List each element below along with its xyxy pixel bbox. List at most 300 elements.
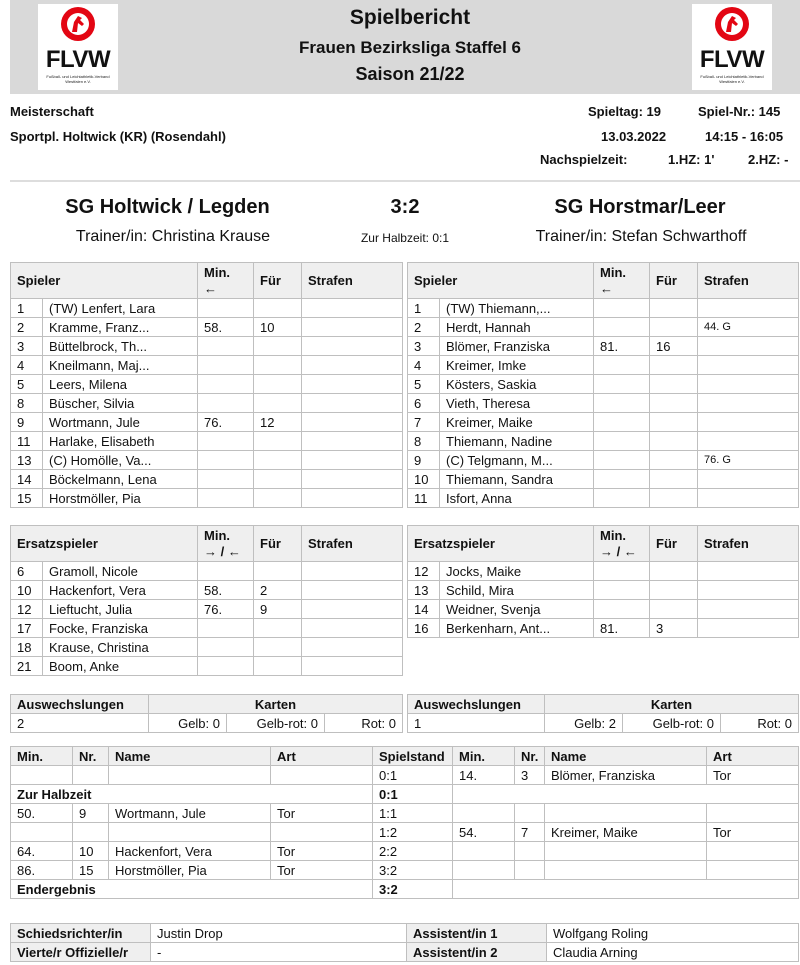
col-ersatzspieler: Ersatzspieler xyxy=(11,526,198,562)
goal-row xyxy=(11,842,799,861)
replaced-number xyxy=(254,619,302,638)
replaced-number xyxy=(254,432,302,451)
away-team: SG Horstmar/Leer xyxy=(554,196,726,218)
penalty xyxy=(302,657,403,676)
player-number: 10 xyxy=(408,470,440,489)
sub-minute: 58. xyxy=(198,581,254,600)
penalty xyxy=(698,600,799,619)
replaced-number: 12 xyxy=(254,413,302,432)
sub-minute xyxy=(594,394,650,413)
penalty xyxy=(698,432,799,451)
col-name: Name xyxy=(109,747,271,766)
player-number: 6 xyxy=(408,394,440,413)
player-number: 5 xyxy=(408,375,440,394)
player-row xyxy=(11,337,403,356)
player-row xyxy=(11,562,403,581)
col-min: Min. xyxy=(453,747,515,766)
logo-brand: FLVW xyxy=(45,46,111,73)
penalty xyxy=(302,619,403,638)
penalty xyxy=(302,337,403,356)
away-goal-number: 7 xyxy=(515,823,545,842)
player-number: 12 xyxy=(11,600,43,619)
player-row xyxy=(11,600,403,619)
replaced-number xyxy=(650,489,698,508)
player-name: Thiemann, Sandra xyxy=(440,470,594,489)
col-name: Name xyxy=(545,747,707,766)
fourth-official-label: Vierte/r Offizielle/r xyxy=(11,943,151,962)
fourth-official-name: - xyxy=(151,943,407,962)
home-goal-type: Tor xyxy=(271,804,373,823)
flvw-logo xyxy=(692,4,772,90)
player-name: Leers, Milena xyxy=(43,375,198,394)
player-row xyxy=(408,581,799,600)
penalty xyxy=(302,600,403,619)
player-row xyxy=(11,394,403,413)
player-number: 14 xyxy=(408,600,440,619)
away-goal-type xyxy=(707,804,799,823)
player-number: 4 xyxy=(408,356,440,375)
player-row xyxy=(11,318,403,337)
home-goal-type xyxy=(271,766,373,785)
halftime1-extra: 1.HZ: 1' xyxy=(668,152,715,167)
goal-row xyxy=(11,804,799,823)
league-name: Frauen Bezirksliga Staffel 6 xyxy=(298,38,522,57)
sub-minute xyxy=(594,489,650,508)
replaced-number xyxy=(650,356,698,375)
col-nr: Nr. xyxy=(515,747,545,766)
replaced-number: 9 xyxy=(254,600,302,619)
penalty xyxy=(302,489,403,508)
player-row xyxy=(11,638,403,657)
player-row xyxy=(11,451,403,470)
player-name: Berkenharn, Ant... xyxy=(440,619,594,638)
penalty xyxy=(698,356,799,375)
player-name: Focke, Franziska xyxy=(43,619,198,638)
home-subs-table xyxy=(10,525,403,676)
away-goal-type xyxy=(707,861,799,880)
sub-minute xyxy=(198,619,254,638)
replaced-number: 16 xyxy=(650,337,698,356)
goal-row xyxy=(11,861,799,880)
home-goal-scorer xyxy=(109,766,271,785)
player-number: 13 xyxy=(408,581,440,600)
player-row xyxy=(408,394,799,413)
player-row xyxy=(11,470,403,489)
home-goal-scorer xyxy=(109,823,271,842)
sub-minute: 81. xyxy=(594,337,650,356)
season: Saison 21/22 xyxy=(355,64,465,84)
replaced-number xyxy=(650,562,698,581)
col-art: Art xyxy=(271,747,373,766)
away-goal-type: Tor xyxy=(707,823,799,842)
player-number: 8 xyxy=(11,394,43,413)
sub-minute xyxy=(198,375,254,394)
penalty xyxy=(302,451,403,470)
sub-minute xyxy=(594,581,650,600)
sub-minute xyxy=(198,489,254,508)
player-number: 3 xyxy=(408,337,440,356)
player-name: Kramme, Franz... xyxy=(43,318,198,337)
replaced-number xyxy=(650,432,698,451)
player-row xyxy=(408,619,799,638)
sub-minute xyxy=(198,299,254,318)
player-row xyxy=(11,581,403,600)
player-name: Herdt, Hannah xyxy=(440,318,594,337)
player-name: Büscher, Silvia xyxy=(43,394,198,413)
home-lineup-table xyxy=(10,262,403,508)
score-cell: 3:2 xyxy=(373,861,453,880)
penalty xyxy=(302,413,403,432)
sub-minute: 81. xyxy=(594,619,650,638)
player-number: 9 xyxy=(408,451,440,470)
player-name: Kneilmann, Maj... xyxy=(43,356,198,375)
halftime2-extra: 2.HZ: - xyxy=(748,152,789,167)
col-min: Min. → / ← xyxy=(198,526,254,562)
score-cell: 0:1 xyxy=(373,785,453,804)
player-name: Thiemann, Nadine xyxy=(440,432,594,451)
player-number: 10 xyxy=(11,581,43,600)
sub-minute xyxy=(198,432,254,451)
home-goal-number xyxy=(73,766,109,785)
referee-label: Schiedsrichter/in xyxy=(11,924,151,943)
col-nr: Nr. xyxy=(73,747,109,766)
home-goal-number: 9 xyxy=(73,804,109,823)
officials-table xyxy=(10,923,799,962)
player-number: 8 xyxy=(408,432,440,451)
away-goal-scorer xyxy=(545,804,707,823)
player-name: Kösters, Saskia xyxy=(440,375,594,394)
replaced-number xyxy=(650,394,698,413)
sub-minute xyxy=(594,470,650,489)
player-name: (C) Homölle, Va... xyxy=(43,451,198,470)
player-name: Büttelbrock, Th... xyxy=(43,337,198,356)
player-row xyxy=(408,562,799,581)
penalty xyxy=(302,638,403,657)
player-number: 21 xyxy=(11,657,43,676)
empty-cell xyxy=(453,880,799,899)
player-row xyxy=(11,619,403,638)
home-goal-number: 15 xyxy=(73,861,109,880)
player-name: Weidner, Svenja xyxy=(440,600,594,619)
player-name: Lieftucht, Julia xyxy=(43,600,198,619)
red-count: Rot: 0 xyxy=(721,714,799,733)
away-goal-number: 3 xyxy=(515,766,545,785)
penalty xyxy=(302,318,403,337)
col-strafen: Strafen xyxy=(698,526,799,562)
penalty xyxy=(698,581,799,600)
home-goal-scorer: Hackenfort, Vera xyxy=(109,842,271,861)
home-goal-type: Tor xyxy=(271,861,373,880)
player-name: (TW) Thiemann,... xyxy=(440,299,594,318)
penalty: 44. G xyxy=(698,318,799,337)
replaced-number xyxy=(254,375,302,394)
sub-minute xyxy=(594,375,650,394)
away-goal-minute xyxy=(453,804,515,823)
player-row xyxy=(11,657,403,676)
replaced-number xyxy=(650,413,698,432)
home-goal-minute xyxy=(11,823,73,842)
player-number: 9 xyxy=(11,413,43,432)
penalty xyxy=(302,432,403,451)
player-row xyxy=(408,337,799,356)
yellow-count: Gelb: 0 xyxy=(149,714,227,733)
replaced-number xyxy=(650,451,698,470)
sub-minute xyxy=(198,394,254,413)
col-fuer: Für xyxy=(254,526,302,562)
sub-minute xyxy=(198,657,254,676)
penalty xyxy=(698,394,799,413)
away-goal-minute xyxy=(453,842,515,861)
away-goal-minute xyxy=(453,861,515,880)
score-cell: 3:2 xyxy=(373,880,453,899)
goal-row xyxy=(11,785,799,804)
col-ersatzspieler: Ersatzspieler xyxy=(408,526,594,562)
logo-brand: FLVW xyxy=(699,46,765,73)
player-number: 6 xyxy=(11,562,43,581)
match-time: 14:15 - 16:05 xyxy=(705,129,784,144)
replaced-number: 3 xyxy=(650,619,698,638)
player-name: Jocks, Maike xyxy=(440,562,594,581)
away-goal-number xyxy=(515,861,545,880)
home-trainer: Trainer/in: Christina Krause xyxy=(75,228,271,245)
player-number: 1 xyxy=(408,299,440,318)
red-count: Rot: 0 xyxy=(325,714,403,733)
replaced-number xyxy=(254,657,302,676)
flvw-logo xyxy=(38,4,118,90)
player-name: Krause, Christina xyxy=(43,638,198,657)
sub-minute: 76. xyxy=(198,600,254,619)
logo-tagline: Fußball- und Leichtathletik-Verband Westfalen e.V. xyxy=(46,74,110,84)
col-auswechslungen: Auswechslungen xyxy=(408,695,545,714)
nachspielzeit-label: Nachspielzeit: xyxy=(540,152,628,167)
sub-minute xyxy=(594,318,650,337)
replaced-number xyxy=(254,337,302,356)
score-cell: 1:1 xyxy=(373,804,453,823)
col-spielstand: Spielstand xyxy=(373,747,453,766)
penalty xyxy=(698,375,799,394)
home-summary-table xyxy=(10,694,403,733)
sub-minute xyxy=(594,600,650,619)
sub-minute xyxy=(594,299,650,318)
player-row xyxy=(11,489,403,508)
phase-label: Endergebnis xyxy=(11,880,373,899)
player-name: Vieth, Theresa xyxy=(440,394,594,413)
replaced-number xyxy=(650,581,698,600)
col-spieler: Spieler xyxy=(408,263,594,299)
player-number: 15 xyxy=(11,489,43,508)
col-strafen: Strafen xyxy=(302,263,403,299)
penalty xyxy=(698,337,799,356)
sub-minute xyxy=(198,470,254,489)
player-name: Schild, Mira xyxy=(440,581,594,600)
assistant2-label: Assistent/in 2 xyxy=(407,943,547,962)
player-number: 11 xyxy=(11,432,43,451)
assistant1-name: Wolfgang Roling xyxy=(547,924,799,943)
sub-minute xyxy=(594,432,650,451)
player-row xyxy=(11,432,403,451)
col-fuer: Für xyxy=(650,526,698,562)
penalty xyxy=(302,356,403,375)
away-trainer: Trainer/in: Stefan Schwarthoff xyxy=(535,228,747,245)
player-row xyxy=(408,600,799,619)
penalty xyxy=(302,562,403,581)
player-name: Hackenfort, Vera xyxy=(43,581,198,600)
competition: Meisterschaft xyxy=(10,104,94,119)
final-score: 3:2 xyxy=(390,196,420,218)
col-min: Min. ← xyxy=(198,263,254,299)
player-number: 5 xyxy=(11,375,43,394)
replaced-number xyxy=(254,451,302,470)
player-name: Wortmann, Jule xyxy=(43,413,198,432)
logo-tagline: Fußball- und Leichtathletik-Verband Westfalen e.V. xyxy=(700,74,764,84)
replaced-number xyxy=(650,299,698,318)
away-goal-scorer xyxy=(545,842,707,861)
sub-minute: 76. xyxy=(198,413,254,432)
replaced-number xyxy=(254,470,302,489)
away-goal-number xyxy=(515,804,545,823)
replaced-number xyxy=(650,600,698,619)
penalty xyxy=(302,581,403,600)
replaced-number: 10 xyxy=(254,318,302,337)
goal-row xyxy=(11,823,799,842)
away-goal-number xyxy=(515,842,545,861)
sub-minute xyxy=(198,451,254,470)
player-number: 7 xyxy=(408,413,440,432)
sub-minute xyxy=(198,356,254,375)
subs-count: 2 xyxy=(11,714,149,733)
player-name: Blömer, Franziska xyxy=(440,337,594,356)
replaced-number xyxy=(650,318,698,337)
sub-minute: 58. xyxy=(198,318,254,337)
away-goal-minute: 14. xyxy=(453,766,515,785)
match-date: 13.03.2022 xyxy=(601,129,667,144)
penalty xyxy=(698,562,799,581)
player-name: (C) Telgmann, M... xyxy=(440,451,594,470)
penalty xyxy=(698,299,799,318)
player-number: 11 xyxy=(408,489,440,508)
player-number: 1 xyxy=(11,299,43,318)
home-goal-minute: 86. xyxy=(11,861,73,880)
player-number: 18 xyxy=(11,638,43,657)
away-summary-table xyxy=(407,694,799,733)
penalty: 76. G xyxy=(698,451,799,470)
home-team: SG Holtwick / Legden xyxy=(65,196,270,218)
player-name: Gramoll, Nicole xyxy=(43,562,198,581)
player-row xyxy=(408,489,799,508)
player-row xyxy=(408,470,799,489)
divider xyxy=(10,180,800,182)
replaced-number xyxy=(254,299,302,318)
player-row xyxy=(408,318,799,337)
penalty xyxy=(302,375,403,394)
away-lineup-table xyxy=(407,262,799,508)
col-min: Min. → / ← xyxy=(594,526,650,562)
player-name: Harlake, Elisabeth xyxy=(43,432,198,451)
home-goal-type xyxy=(271,823,373,842)
referee-name: Justin Drop xyxy=(151,924,407,943)
player-name: Böckelmann, Lena xyxy=(43,470,198,489)
player-row xyxy=(11,299,403,318)
away-goal-scorer: Kreimer, Maike xyxy=(545,823,707,842)
player-row xyxy=(408,432,799,451)
replaced-number xyxy=(254,562,302,581)
sub-minute xyxy=(594,451,650,470)
away-goal-scorer xyxy=(545,861,707,880)
col-min: Min. xyxy=(11,747,73,766)
replaced-number xyxy=(254,356,302,375)
report-header xyxy=(10,0,800,94)
penalty xyxy=(302,394,403,413)
player-name: Boom, Anke xyxy=(43,657,198,676)
sub-minute xyxy=(594,413,650,432)
penalty xyxy=(698,619,799,638)
report-title: Spielbericht xyxy=(349,6,471,29)
player-number: 2 xyxy=(11,318,43,337)
home-goal-number xyxy=(73,823,109,842)
yellow-red-count: Gelb-rot: 0 xyxy=(623,714,721,733)
player-number: 14 xyxy=(11,470,43,489)
goals-table xyxy=(10,746,799,899)
penalty xyxy=(698,489,799,508)
sub-minute xyxy=(594,562,650,581)
player-name: (TW) Lenfert, Lara xyxy=(43,299,198,318)
replaced-number xyxy=(650,375,698,394)
player-row xyxy=(11,413,403,432)
assistant2-name: Claudia Arning xyxy=(547,943,799,962)
penalty xyxy=(698,413,799,432)
player-row xyxy=(11,356,403,375)
home-goal-scorer: Horstmöller, Pia xyxy=(109,861,271,880)
col-art: Art xyxy=(707,747,799,766)
replaced-number xyxy=(254,489,302,508)
empty-cell xyxy=(453,785,799,804)
score-cell: 1:2 xyxy=(373,823,453,842)
player-name: Kreimer, Imke xyxy=(440,356,594,375)
col-auswechslungen: Auswechslungen xyxy=(11,695,149,714)
sub-minute xyxy=(198,337,254,356)
away-goal-type xyxy=(707,842,799,861)
col-fuer: Für xyxy=(254,263,302,299)
col-strafen: Strafen xyxy=(698,263,799,299)
assistant1-label: Assistent/in 1 xyxy=(407,924,547,943)
home-goal-minute xyxy=(11,766,73,785)
penalty xyxy=(302,299,403,318)
sub-minute xyxy=(198,638,254,657)
away-goal-type: Tor xyxy=(707,766,799,785)
col-spieler: Spieler xyxy=(11,263,198,299)
away-goal-scorer: Blömer, Franziska xyxy=(545,766,707,785)
player-number: 12 xyxy=(408,562,440,581)
score-cell: 2:2 xyxy=(373,842,453,861)
subs-count: 1 xyxy=(408,714,545,733)
replaced-number: 2 xyxy=(254,581,302,600)
col-fuer: Für xyxy=(650,263,698,299)
away-goal-minute: 54. xyxy=(453,823,515,842)
goal-row xyxy=(11,880,799,899)
phase-label: Zur Halbzeit xyxy=(11,785,373,804)
player-number: 17 xyxy=(11,619,43,638)
player-row xyxy=(11,375,403,394)
sub-minute xyxy=(594,356,650,375)
spieltag: Spieltag: 19 xyxy=(588,104,661,119)
horse-crest-icon xyxy=(60,6,96,46)
replaced-number xyxy=(254,638,302,657)
col-karten: Karten xyxy=(545,695,799,714)
yellow-red-count: Gelb-rot: 0 xyxy=(227,714,325,733)
replaced-number xyxy=(254,394,302,413)
col-strafen: Strafen xyxy=(302,526,403,562)
home-goal-minute: 64. xyxy=(11,842,73,861)
